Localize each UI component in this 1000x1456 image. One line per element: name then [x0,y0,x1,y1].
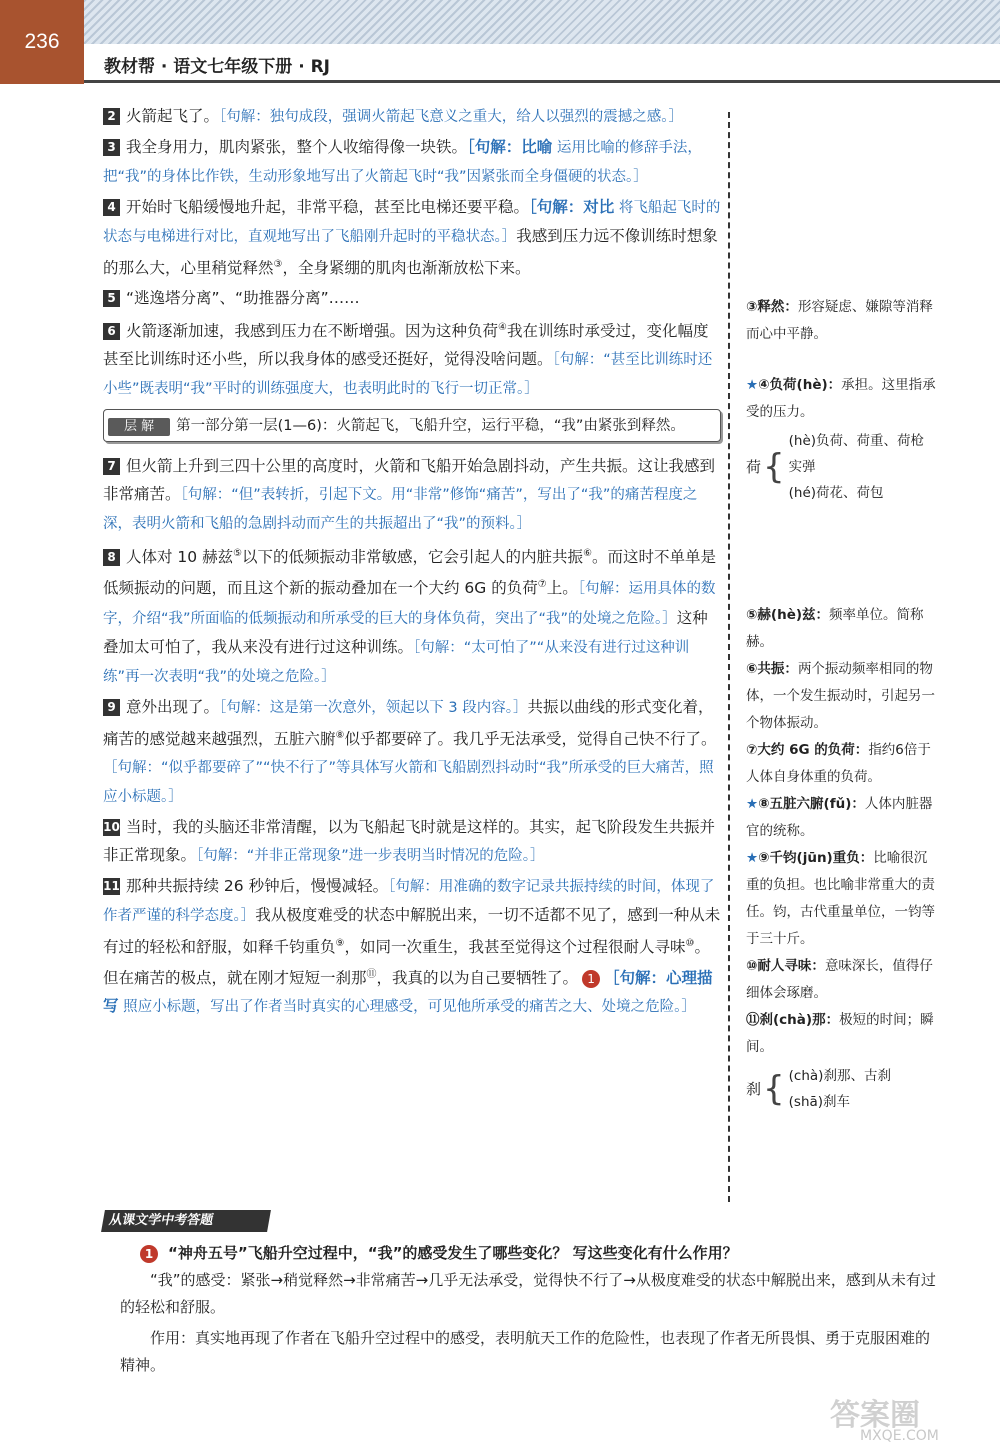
para-text: 似乎都要碎了。我几乎无法承受，觉得自己快不行了。 [344,729,717,748]
gloss-term: ⑤赫(hè)兹： [746,607,830,623]
para-text: 但火箭上升到三四十公里的高度时，火箭和飞船开始急剧抖动，产生共振。这让我感到非常痛苦。 [103,457,716,504]
paragraph-2 [103,102,721,131]
book-title: 教材帮 · 语文七年级下册 · RJ [104,57,331,77]
gloss-term: ④负荷(hè)： [758,377,842,393]
para-number: 4 [103,199,120,216]
para-text: 共振以曲线的形式变化着，痛苦的感觉越来越强烈，五脏六腑 [103,697,714,748]
sentence-note: 将飞船起飞时的状态与电梯进行对比，直观地写出了飞船刚升起时的平稳状态。］ [103,200,721,245]
para-text: 。但在痛苦的极点，就在刚才短短一刹那 [103,937,710,988]
footnote-mark: ⑧ [335,729,345,741]
footnote-mark: ⑦ [537,579,547,591]
main-text [103,102,721,1023]
poly-reading: (hé)荷花、荷包 [788,485,884,501]
para-text: 这种叠加太可怕了，我从来没有进行过这种训练。 [103,608,708,656]
note-tag: ［句解：对比 [529,198,615,216]
exam-answer-1: “我”的感受：紧张→稍觉释然→非常痛苦→几乎无法承受，觉得快不行了→从极度难受的状态中解脱出来，感到从未有过的轻松和舒服。 [120,1271,936,1316]
sentence-note: ［句解：独句成段，强调火箭起飞意义之重大，给人以强烈的震撼之感。］ [219,109,684,125]
exam-section [120,1240,940,1379]
gloss-term: ③释然： [746,299,798,315]
paragraph-7 [103,452,721,538]
footnote-mark: ④ [498,322,507,334]
gloss-7 [746,737,936,791]
exam-question [140,1240,940,1267]
gloss-11 [746,1007,936,1061]
glossary-sidebar [746,294,936,1115]
para-text: ，全身紧绷的肌肉也渐渐放松下来。 [282,259,531,278]
gloss-body: 形容疑虑、嫌隙等消释而心中平静。 [746,299,933,342]
paragraph-3 [103,133,721,191]
gloss-term: ⑥共振： [746,661,798,677]
poly-reading: (hè)负荷、荷重、荷枪实弹 [788,433,925,475]
star-icon: ★ [746,377,759,393]
star-icon: ★ [746,850,759,866]
brace-icon: { [763,447,785,487]
page-header [0,0,1000,84]
sentence-note: ［句解：“并非正常现象”进一步表明当时情况的危险。］ [196,847,545,864]
gloss-9 [746,845,936,953]
sentence-note: ［句解：用准确的数字记录共振持续的时间，体现了作者严谨的科学态度。］ [103,878,715,924]
gloss-body: 频率单位。简称赫。 [746,607,924,650]
page-number: 236 [0,0,84,84]
layer-label: 层 解 [108,418,170,436]
exam-banner: 从课文学中考答题 [101,1210,271,1232]
footnote-mark: ③ [273,259,283,270]
para-text: 我感到压力远不像训练时想象的那么大，心里稍觉释然 [103,227,718,278]
poly-reading: (shā)刹车 [788,1094,851,1110]
gloss-body: 极短的时间；瞬间。 [746,1012,934,1055]
paragraph-6 [103,314,721,403]
paragraph-8 [103,540,721,690]
footnote-mark: ⑪ [366,968,377,980]
para-text: 当时，我的头脑还非常清醒，以为飞船起飞时就是这样的。其实，起飞阶段发生共振并非正常现象。 [103,817,716,864]
para-text: 那种共振持续 26 秒钟后，慢慢减轻。 [126,876,389,895]
polyphone-cha [746,1063,936,1115]
para-text: ，我真的以为自己要牺牲了。 [376,969,579,988]
para-number: 3 [103,139,120,156]
para-text: ，如同一次重生，我甚至觉得这个过程很耐人寻味 [344,937,686,956]
gloss-body: 比喻很沉重的负担。也比喻非常重大的责任。钧，古代重量单位，一钧等于三十斤。 [746,850,935,947]
watermark-url: MXQE.COM [860,1428,939,1444]
gloss-term: ⑪刹(chà)那： [746,1012,840,1028]
para-number: 11 [103,878,120,893]
paragraph-11 [103,872,721,1021]
footnote-mark: ⑤ [233,548,243,560]
question-marker: 1 [582,970,600,988]
para-text: 。而这时不单单是低频振动的问题，而且这个新的振动叠加在一个大约 6G 的负荷 [103,548,717,598]
brace-icon: { [763,1069,785,1109]
para-text: 上。 [546,579,578,598]
para-number: 10 [103,819,120,834]
poly-char: 荷 [746,457,762,476]
para-text: 我从极度难受的状态中解脱出来，一切不适都不见了，感到一种从未有过的轻松和舒服，如释千钧重负 [103,905,721,956]
footnote-mark: ⑨ [335,937,345,949]
para-text: 火箭起飞了。 [126,107,220,125]
gloss-body: 指约6倍于人体自身体重的负荷。 [746,742,931,785]
para-text: 火箭逐渐加速，我感到压力在不断增强。因为这种负荷 [126,322,499,341]
sentence-note: ［句解：“似乎都要碎了”“快不行了”等具体写火箭和飞船剧烈抖动时“我”所承受的巨大痛苦，照应小标题。］ [103,759,714,805]
watermark-logo: 答案圈 [830,1398,920,1433]
para-text: 我在训练时承受过，变化幅度甚至比训练时还小些，所以我身体的感受还挺好，觉得没啥问题。 [103,322,709,369]
para-text: “逃逸塔分离”、“助推器分离”…… [126,289,360,308]
para-number: 7 [103,458,120,475]
note-tag: ［句解：心理描写 [103,969,713,1016]
para-text: 开始时飞船缓慢地升起，非常平稳，甚至比电梯还要平稳。 [126,198,530,216]
gloss-6 [746,656,936,737]
question-marker: 1 [140,1245,158,1263]
paragraph-9 [103,693,721,811]
para-number: 5 [103,290,120,307]
paragraph-10 [103,813,721,870]
para-number: 2 [103,108,120,125]
gloss-body: 两个振动频率相同的物体，一个发生振动时，引起另一个物体振动。 [746,661,935,731]
gloss-body: 人体内脏器官的统称。 [746,796,933,839]
para-text: 我全身用力，肌肉紧张，整个人收缩得像一块铁。 [126,138,468,156]
sentence-note: ［句解：“甚至比训练时还小些”既表明“我”平时的训练强度大，也表明此时的飞行一切正常。］ [103,352,713,398]
gloss-body: 意味深长，值得仔细体会琢磨。 [746,958,933,1001]
layer-text: 第一部分第一层(1—6)：火箭起飞，飞船升空，运行平稳，“我”由紧张到释然。 [176,418,685,435]
gloss-3 [746,294,936,348]
star-icon: ★ [746,796,759,812]
note-tag: ［句解：比喻 [467,138,553,156]
gloss-body: 承担。这里指承受的压力。 [746,377,936,420]
header-stripe [84,0,1000,44]
gloss-term: ⑧五脏六腑(fǔ)： [758,796,865,812]
sentence-note: ［句解：运用具体的数字，介绍“我”所面临的低频振动和所承受的巨大的身体负荷，突出了“我”的处境之危险。］ [103,581,716,627]
sentence-note: ［句解：“太可怕了”“从来没有进行过这种训练”再一次表明“我”的处境之危险。］ [103,639,690,685]
para-number: 9 [103,699,120,716]
gloss-term: ⑩耐人寻味： [746,958,825,974]
header-rule [84,80,1000,83]
para-text: 人体对 10 赫兹 [126,548,234,567]
paragraph-4 [103,193,721,282]
gloss-5 [746,602,936,656]
gloss-term: ⑨千钧(jūn)重负： [758,850,874,866]
layer-analysis-box [103,409,721,442]
poly-char: 刹 [746,1079,762,1098]
para-number: 6 [103,323,120,340]
gloss-4 [746,372,936,426]
sentence-note: ［句解：这是第一次意外，领起以下 3 段内容。］ [219,699,528,716]
gloss-10 [746,953,936,1007]
sentence-note: 运用比喻的修辞手法，把“我”的身体比作铁，生动形象地写出了火箭起飞时“我”因紧张而全身僵硬的状态。］ [103,140,702,185]
question-text: “神舟五号”飞船升空过程中，“我”的感受发生了哪些变化？ 写这些变化有什么作用？ [168,1244,738,1262]
sentence-note: 照应小标题，写出了作者当时真实的心理感受，可见他所承受的痛苦之大、处境之危险。］ [118,999,696,1016]
sentence-note: ［句解：“但”表转折，引起下文。用“非常”修饰“痛苦”，写出了“我”的痛苦程度之深，表明火箭和飞船的急剧抖动而产生的共振超出了“我”的预料。］ [103,487,698,533]
para-number: 8 [103,549,120,566]
column-divider [728,112,730,1202]
gloss-term: ⑦大约 6G 的负荷： [746,742,869,758]
para-text: 以下的低频振动非常敏感，它会引起人的内脏共振 [242,548,584,567]
poly-reading: (chà)刹那、古刹 [788,1068,891,1084]
footnote-mark: ⑩ [685,937,695,949]
para-text: 意外出现了。 [126,697,220,716]
paragraph-5 [103,284,721,312]
polyphone-he [746,428,936,506]
exam-answer-2: 作用：真实地再现了作者在飞船升空过程中的感受，表明航天工作的危险性，也表现了作者无所畏惧、勇于克服困难的精神。 [120,1329,931,1374]
footnote-mark: ⑥ [583,548,593,560]
gloss-8 [746,791,936,845]
